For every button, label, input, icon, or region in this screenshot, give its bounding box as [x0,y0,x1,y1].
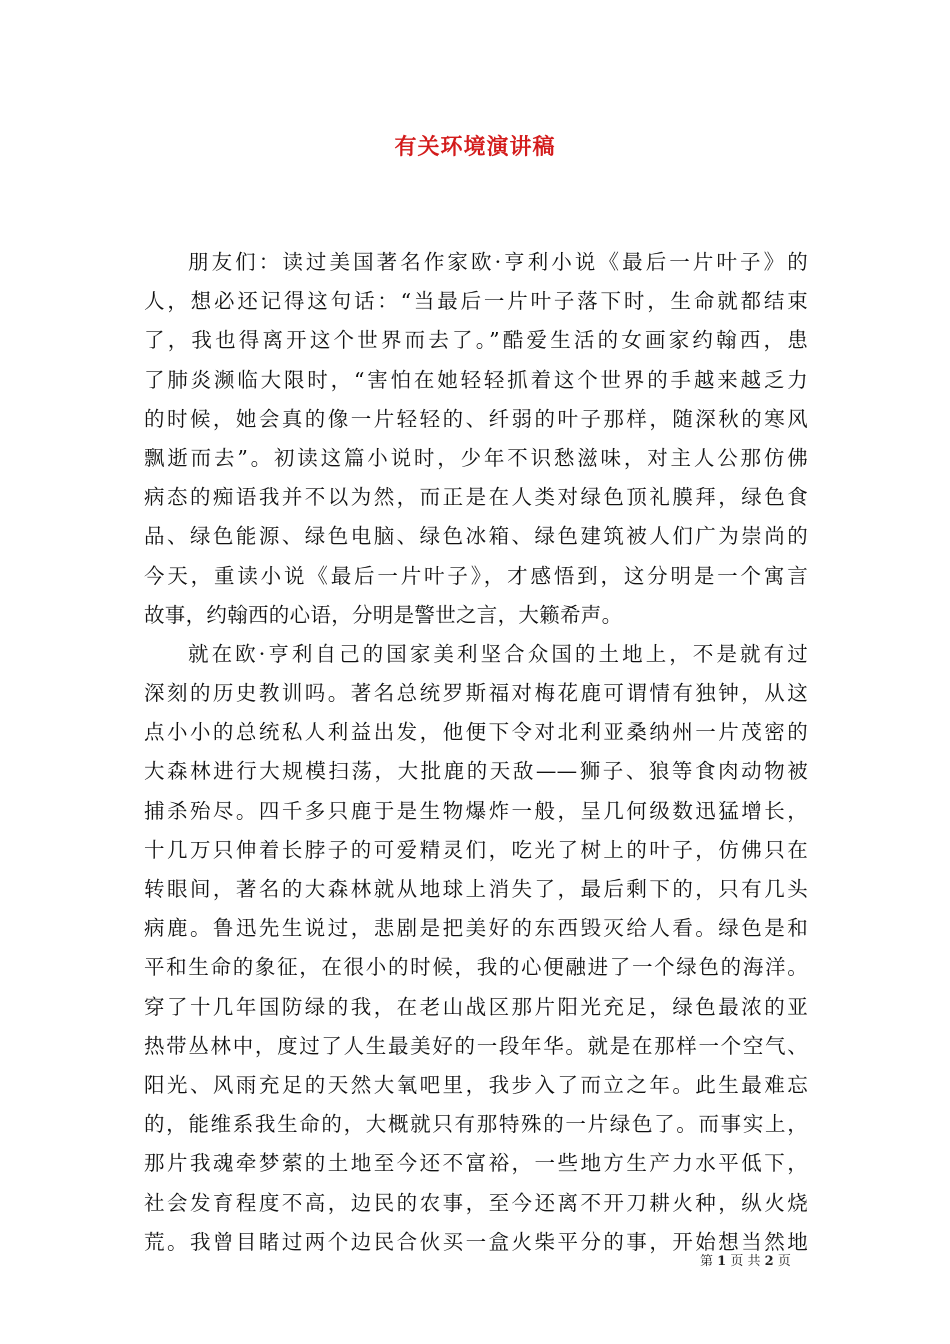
text-line: 大森林进行大规模扫荡，大批鹿的天敌——狮子、狼等食肉动物被 [144,759,808,784]
text-line: 捕杀殆尽。四千多只鹿于是生物爆炸一般，呈几何级数迅猛增长， [144,798,808,823]
text-line: 的，能维系我生命的，大概就只有那特殊的一片绿色了。而事实上， [144,1112,808,1137]
text-line: 品、绿色能源、绿色电脑、绿色冰箱、绿色建筑被人们广为崇尚的 [144,524,808,549]
text-line: 了肺炎濒临大限时，“害怕在她轻轻抓着这个世界的手越来越乏力 [144,367,808,392]
current-page-number: 1 [717,1254,727,1269]
document-body [144,243,808,1262]
text-line: 病鹿。鲁迅先生说过，悲剧是把美好的东西毁灭给人看。绿色是和 [144,916,808,941]
footer-middle: 页 共 [730,1254,761,1269]
text-line: 了，我也得离开这个世界而去了。”酷爱生活的女画家约翰西，患 [144,328,808,353]
paragraph-1 [144,243,808,635]
document-title: 有关环境演讲稿 [394,134,556,160]
text-line: 阳光、风雨充足的天然大氧吧里，我步入了而立之年。此生最难忘 [144,1072,808,1097]
page-number-footer [700,1250,880,1269]
text-line: 那片我魂牵梦萦的土地至今还不富裕，一些地方生产力水平低下， [144,1151,808,1176]
text-line: 转眼间，著名的大森林就从地球上消失了，最后剩下的，只有几头 [144,877,808,901]
text-line: 病态的痴语我并不以为然，而正是在人类对绿色顶礼膜拜，绿色食 [144,485,808,510]
text-line: 的时候，她会真的像一片轻轻的、纤弱的叶子那样，随深秋的寒风 [144,406,808,431]
text-line: 就在欧·亨利自己的国家美利坚合众国的土地上，不是就有过 [188,641,808,666]
text-line: 平和生命的象征，在很小的时候，我的心便融进了一个绿色的海洋。 [144,955,808,980]
text-line: 热带丛林中，度过了人生最美好的一段年华。就是在那样一个空气、 [144,1033,808,1058]
text-line: 飘逝而去”。初读这篇小说时，少年不识愁滋味，对主人公那仿佛 [144,445,808,470]
text-line: 十几万只伸着长脖子的可爱精灵们，吃光了树上的叶子，仿佛只在 [144,837,808,862]
text-line: 今天，重读小说《最后一片叶子》，才感悟到，这分明是一个寓言 [144,563,808,588]
text-line: 点小小的总统私人利益出发，他便下令对北利亚桑纳州一片茂密的 [144,720,808,745]
paragraph-2 [144,635,808,1262]
footer-prefix: 第 [700,1254,714,1269]
text-line: 社会发育程度不高，边民的农事，至今还离不开刀耕火种，纵火烧 [144,1190,808,1215]
text-line: 深刻的历史教训吗。著名总统罗斯福对梅花鹿可谓情有独钟，从这 [144,681,808,706]
total-page-number: 2 [764,1254,774,1269]
text-line: 故事，约翰西的心语，分明是警世之言，大籁希声。 [144,602,623,627]
text-line: 荒。我曾目睹过两个边民合伙买一盒火柴平分的事，开始想当然地 [144,1229,808,1254]
text-line: 穿了十几年国防绿的我，在老山战区那片阳光充足，绿色最浓的亚 [144,994,808,1019]
text-line: 人，想必还记得这句话：“当最后一片叶子落下时，生命就都结束 [144,289,808,314]
text-line: 朋友们：读过美国著名作家欧·亨利小说《最后一片叶子》的 [188,250,808,274]
footer-suffix: 页 [777,1254,791,1269]
